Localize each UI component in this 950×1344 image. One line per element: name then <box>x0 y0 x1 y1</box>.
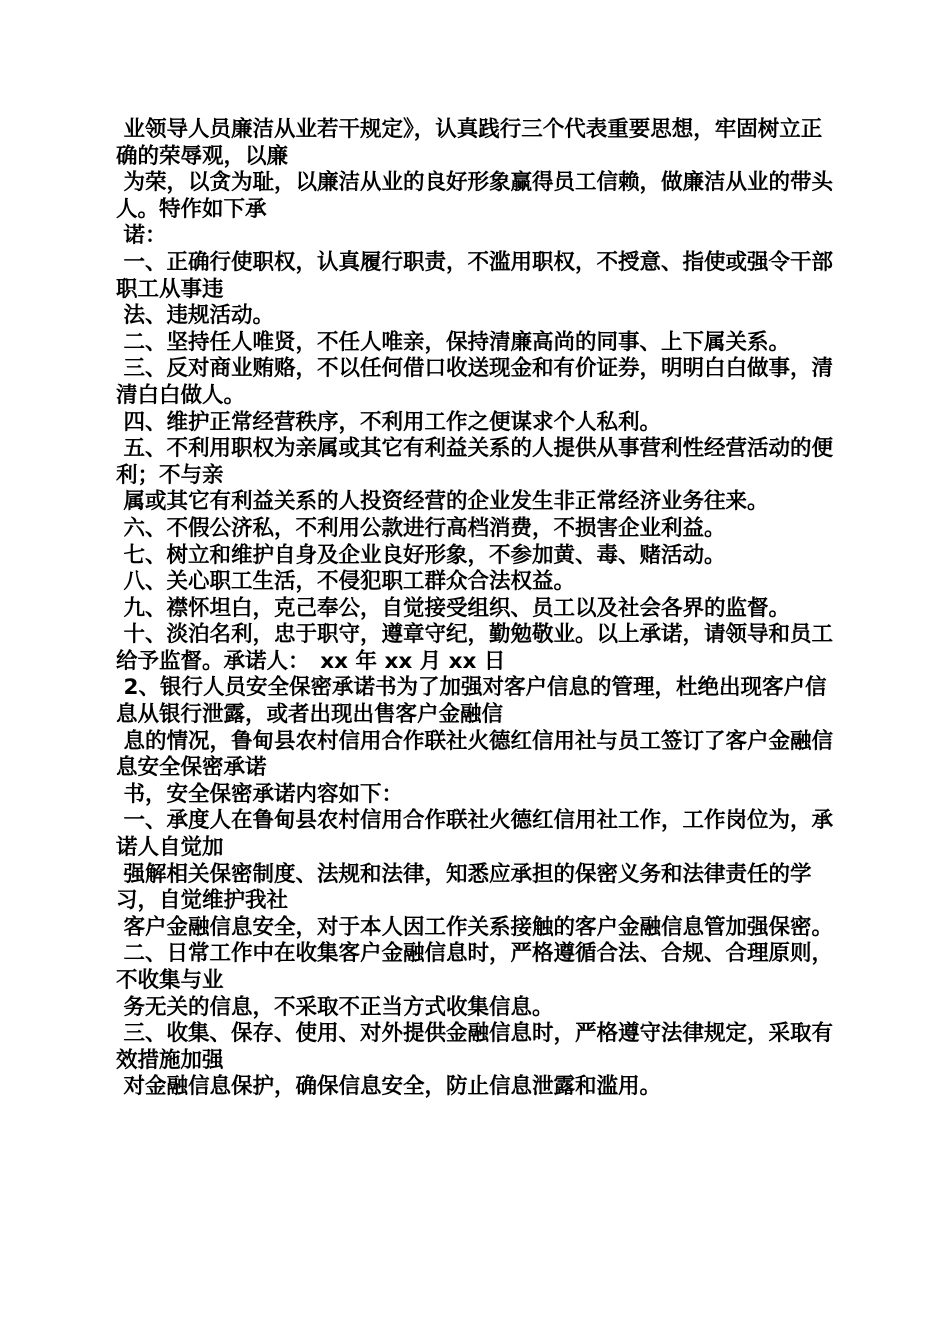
paragraph: 四、维护正常经营秩序，不利用工作之便谋求个人私利。 <box>116 409 662 435</box>
paragraph: 一、承度人在鲁甸县农村信用合作联社火德红信用社工作，工作岗位为，承诺人自觉加 <box>116 808 834 861</box>
paragraph: 对金融信息保护，确保信息安全，防止信息泄露和滥用。 <box>116 1074 662 1100</box>
paragraph: 业领导人员廉洁从业若干规定》，认真践行三个代表重要思想，牢固树立正确的荣辱观，以廉 <box>116 117 823 169</box>
paragraph: 属或其它有利益关系的人投资经营的企业发生非正常经济业务往来。 <box>116 489 769 515</box>
paragraph: 强解相关保密制度、法规和法律，知悉应承担的保密义务和法律责任的学习，自觉维护我社 <box>116 861 812 914</box>
paragraph: 七、树立和维护自身及企业良好形象，不参加黄、毒、赌活动。 <box>116 542 726 568</box>
paragraph: 十、淡泊名利，忠于职守，遵章守纪，勤勉敬业。以上承诺，请领导和员工给予监督。承诺人： xx 年 xx 月 xx 日 <box>116 622 834 674</box>
paragraph: 法、违规活动。 <box>116 303 275 329</box>
paragraph: 八、关心职工生活，不侵犯职工群众合法权益。 <box>116 569 576 595</box>
paragraph: 九、襟怀坦白，克己奉公，自觉接受组织、员工以及社会各界的监督。 <box>116 595 791 621</box>
paragraph: 为荣，以贪为耻，以廉洁从业的良好形象赢得员工信赖，做廉洁从业的带头人。特作如下承 <box>116 170 834 222</box>
paragraph: 三、反对商业贿赂，不以任何借口收送现金和有价证券，明明白白做事，清清白白做人。 <box>116 356 834 408</box>
paragraph: 诺： <box>116 223 167 249</box>
paragraph: 六、不假公济私，不利用公款进行高档消费，不损害企业利益。 <box>116 515 726 541</box>
paragraph: 三、收集、保存、使用、对外提供金融信息时，严格遵守法律规定，采取有效措施加强 <box>116 1021 834 1073</box>
paragraph: 客户金融信息安全，对于本人因工作关系接触的客户金融信息管加强保密。 <box>116 914 834 940</box>
paragraph: 2、银行人员安全保密承诺书为了加强对客户信息的管理，杜绝出现客户信息从银行泄露，或者出现出售客户金融信 <box>116 675 827 728</box>
paragraph: 务无关的信息，不采取不正当方式收集信息。 <box>116 994 554 1020</box>
paragraph: 二、日常工作中在收集客户金融信息时，严格遵循合法、合规、合理原则，不收集与业 <box>116 941 834 993</box>
paragraph: 一、正确行使职权，认真履行职责，不滥用职权，不授意、指使或强令干部职工从事违 <box>116 249 834 302</box>
paragraph: 书，安全保密承诺内容如下： <box>116 781 404 807</box>
document-body <box>116 117 836 1101</box>
paragraph: 五、不利用职权为亲属或其它有利益关系的人提供从事营利性经营活动的便利；不与亲 <box>116 436 834 488</box>
paragraph: 息的情况，鲁甸县农村信用合作联社火德红信用社与员工签订了客户金融信息安全保密承诺 <box>116 728 834 781</box>
paragraph: 二、坚持任人唯贤，不任人唯亲，保持清廉高尚的同事、上下属关系。 <box>116 329 791 355</box>
